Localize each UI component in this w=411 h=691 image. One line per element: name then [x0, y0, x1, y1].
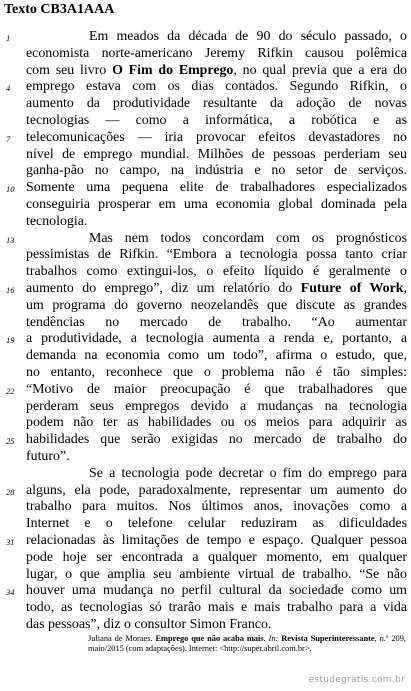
line-text: [26, 264, 407, 281]
line-text: [26, 147, 407, 164]
text-line: [0, 533, 411, 550]
text-segment: perderam seus empregos devido a mudanças na tecnologia: [26, 398, 407, 414]
line-number: 10: [6, 184, 15, 195]
text-segment: habilidades que serão exigidas no mercado de trabalho do: [26, 432, 407, 448]
source-author: Juliana de Moraes.: [88, 634, 156, 643]
text-line: [0, 331, 411, 348]
text-line: [0, 163, 411, 180]
line-text: [26, 499, 407, 516]
line-text: [89, 466, 407, 483]
text-line: [0, 600, 411, 617]
text-line: [0, 449, 411, 466]
line-number: 19: [6, 335, 15, 346]
line-number: 22: [6, 385, 15, 396]
text-line: [0, 382, 411, 399]
text-line: [0, 298, 411, 315]
line-text: [26, 96, 407, 113]
text-line: [0, 79, 411, 96]
text-segment: alguns, ela pode, paradoxalmente, representar um aumento do: [26, 482, 407, 498]
text-segment: aumento da produtividade resultante da adoção de novas: [26, 96, 407, 112]
text-line: [0, 550, 411, 567]
line-number: 25: [6, 436, 15, 447]
line-number: 13: [6, 234, 15, 245]
text-segment: Internet e o telefone celular reduziram as dificuldades: [26, 516, 407, 532]
text-segment: “Motivo de maior preocupação é que trabalhadores que: [26, 381, 407, 397]
source-magazine: Revista Superinteressante: [281, 634, 375, 643]
source-details: , n.º 209, maio/2015 (com adaptações). Internet: <http://super.abril.com.br>.: [88, 634, 406, 654]
text-segment: demanda na economia como um todo”, afirma o estudo, que,: [26, 348, 407, 364]
text-segment: um programa do governo neozelandês que discute as grandes: [26, 297, 407, 313]
line-text: [26, 348, 407, 365]
text-line: [0, 113, 411, 130]
text-segment: telecomunicações — iria provocar efeitos devastadores no: [26, 129, 407, 145]
line-text: [89, 231, 407, 248]
text-line: [0, 63, 411, 80]
line-number: 28: [6, 486, 15, 497]
line-text: [26, 432, 407, 449]
source-article-title: Emprego que não acaba mais: [155, 634, 264, 643]
text-line: [0, 29, 411, 46]
line-text: [26, 180, 407, 197]
line-text: [26, 583, 407, 600]
line-text: [26, 516, 407, 533]
line-text: [26, 399, 407, 416]
text-segment: houver uma mudança no perfil cultural da sociedade como um: [26, 583, 407, 599]
text-segment: trabalho para muitos. Nos últimos anos, inovações como a: [26, 499, 407, 515]
line-text: [26, 382, 407, 399]
text-segment: economista norte-americano Jeremy Rifkin causou polêmica: [26, 45, 407, 61]
text-segment: pode hoje ser encontrada a qualquer momento, em qualquer: [26, 549, 407, 565]
text-line: [0, 231, 411, 248]
line-text: [26, 281, 407, 298]
line-number: 1: [6, 33, 11, 43]
line-text: [26, 315, 407, 332]
line-text: [26, 298, 407, 315]
text-line: [0, 46, 411, 63]
text-line: [0, 483, 411, 500]
text-line: [0, 281, 411, 298]
watermark: estudegratis.com.br: [308, 675, 405, 685]
line-text: [26, 449, 407, 466]
text-line: [0, 130, 411, 147]
text-line: [0, 180, 411, 197]
book-title: Future of Work: [300, 280, 404, 296]
text-line: [0, 432, 411, 449]
line-text: [26, 247, 407, 264]
text-line: [0, 197, 411, 214]
line-text: [26, 415, 407, 432]
text-segment: com seu livro: [26, 62, 113, 78]
text-line: [0, 365, 411, 382]
book-title: O Fim do Emprego: [112, 62, 234, 78]
text-line: [0, 147, 411, 164]
line-text: [26, 617, 407, 634]
line-number: 4: [6, 83, 11, 94]
text-segment: , no qual previa que a era do: [233, 62, 407, 78]
line-text: [26, 46, 407, 63]
line-text: [26, 113, 407, 130]
text-segment: ganha-pão no campo, na indústria e no setor de serviços.: [26, 163, 407, 179]
source-in-label: . In:: [263, 634, 282, 643]
text-segment: no entanto, reconhece que o problema não é tão simples:: [26, 364, 407, 380]
text-segment: podem não ter as habilidades ou os meios para adquirir as: [26, 415, 407, 431]
text-segment: lugar, o que amplia seu ambiente virtual de trabalho. “Se não: [26, 566, 407, 582]
text-segment: Em meados da década de 90 do século passado, o: [89, 29, 407, 44]
line-text: [26, 214, 407, 231]
line-text: [26, 79, 407, 96]
line-text: [26, 63, 407, 80]
text-line: [0, 466, 411, 483]
text-segment: das pessoas”, diz o consultor Simon Franco.: [26, 616, 272, 632]
text-line: [0, 315, 411, 332]
text-segment: a produtividade, a tecnologia aumenta a renda e, portanto, a: [26, 331, 407, 347]
line-text: [26, 550, 407, 567]
line-text: [26, 130, 407, 147]
text-segment: nível de emprego mundial. Milhões de pessoas perderiam seu: [26, 146, 407, 162]
text-line: [0, 617, 411, 634]
text-line: [0, 583, 411, 600]
text-segment: conseguiria prosperar em uma economia global dominada pela: [26, 196, 407, 212]
text-segment: trabalhos como extingui-los, o efeito líquido é geralmente o: [26, 264, 407, 280]
text-segment: Mas nem todos concordam com os prognósticos: [89, 230, 407, 246]
text-segment: Se a tecnologia pode decretar o fim do emprego para: [89, 465, 407, 481]
text-segment: emprego estava com os dias contados. Segundo Rifkin, o: [26, 79, 407, 95]
line-number: 31: [6, 536, 15, 547]
text-line: [0, 96, 411, 113]
text-segment: futuro”.: [26, 448, 70, 464]
line-number: 34: [6, 587, 15, 598]
text-body: [0, 29, 411, 634]
text-line: [0, 516, 411, 533]
text-title: Texto CB3A1AAA: [4, 2, 115, 17]
line-text: [89, 29, 407, 46]
line-number: 16: [6, 284, 15, 295]
line-number: 7: [6, 133, 11, 144]
text-segment: tecnologia.: [26, 213, 88, 229]
text-line: [0, 415, 411, 432]
text-segment: Somente uma pequena elite de trabalhadores especializados: [26, 180, 407, 196]
text-line: [0, 567, 411, 584]
text-segment: pessimistas de Rifkin. “Embora a tecnologia possa tanto criar: [26, 247, 407, 263]
line-text: [26, 331, 407, 348]
line-text: [26, 197, 407, 214]
line-text: [26, 567, 407, 584]
line-text: [26, 163, 407, 180]
line-text: [26, 600, 407, 617]
text-line: [0, 399, 411, 416]
text-line: [0, 214, 411, 231]
text-segment: tecnologias — como a informática, a robótica e as: [26, 112, 407, 128]
text-segment: aumento do emprego”, diz um relatório do: [26, 280, 301, 296]
text-segment: ,: [403, 280, 407, 296]
text-line: [0, 264, 411, 281]
line-text: [26, 483, 407, 500]
line-text: [26, 533, 407, 550]
text-segment: todo, as tecnologias só trarão mais e mais trabalho para a vida: [26, 600, 407, 616]
text-segment: tendências no mercado de trabalho. “Ao aumentar: [26, 314, 407, 330]
source-citation: [88, 634, 406, 654]
line-text: [26, 365, 407, 382]
text-segment: relacionadas às limitações de tempo e espaço. Qualquer pessoa: [26, 532, 407, 548]
text-line: [0, 247, 411, 264]
text-line: [0, 499, 411, 516]
text-line: [0, 348, 411, 365]
